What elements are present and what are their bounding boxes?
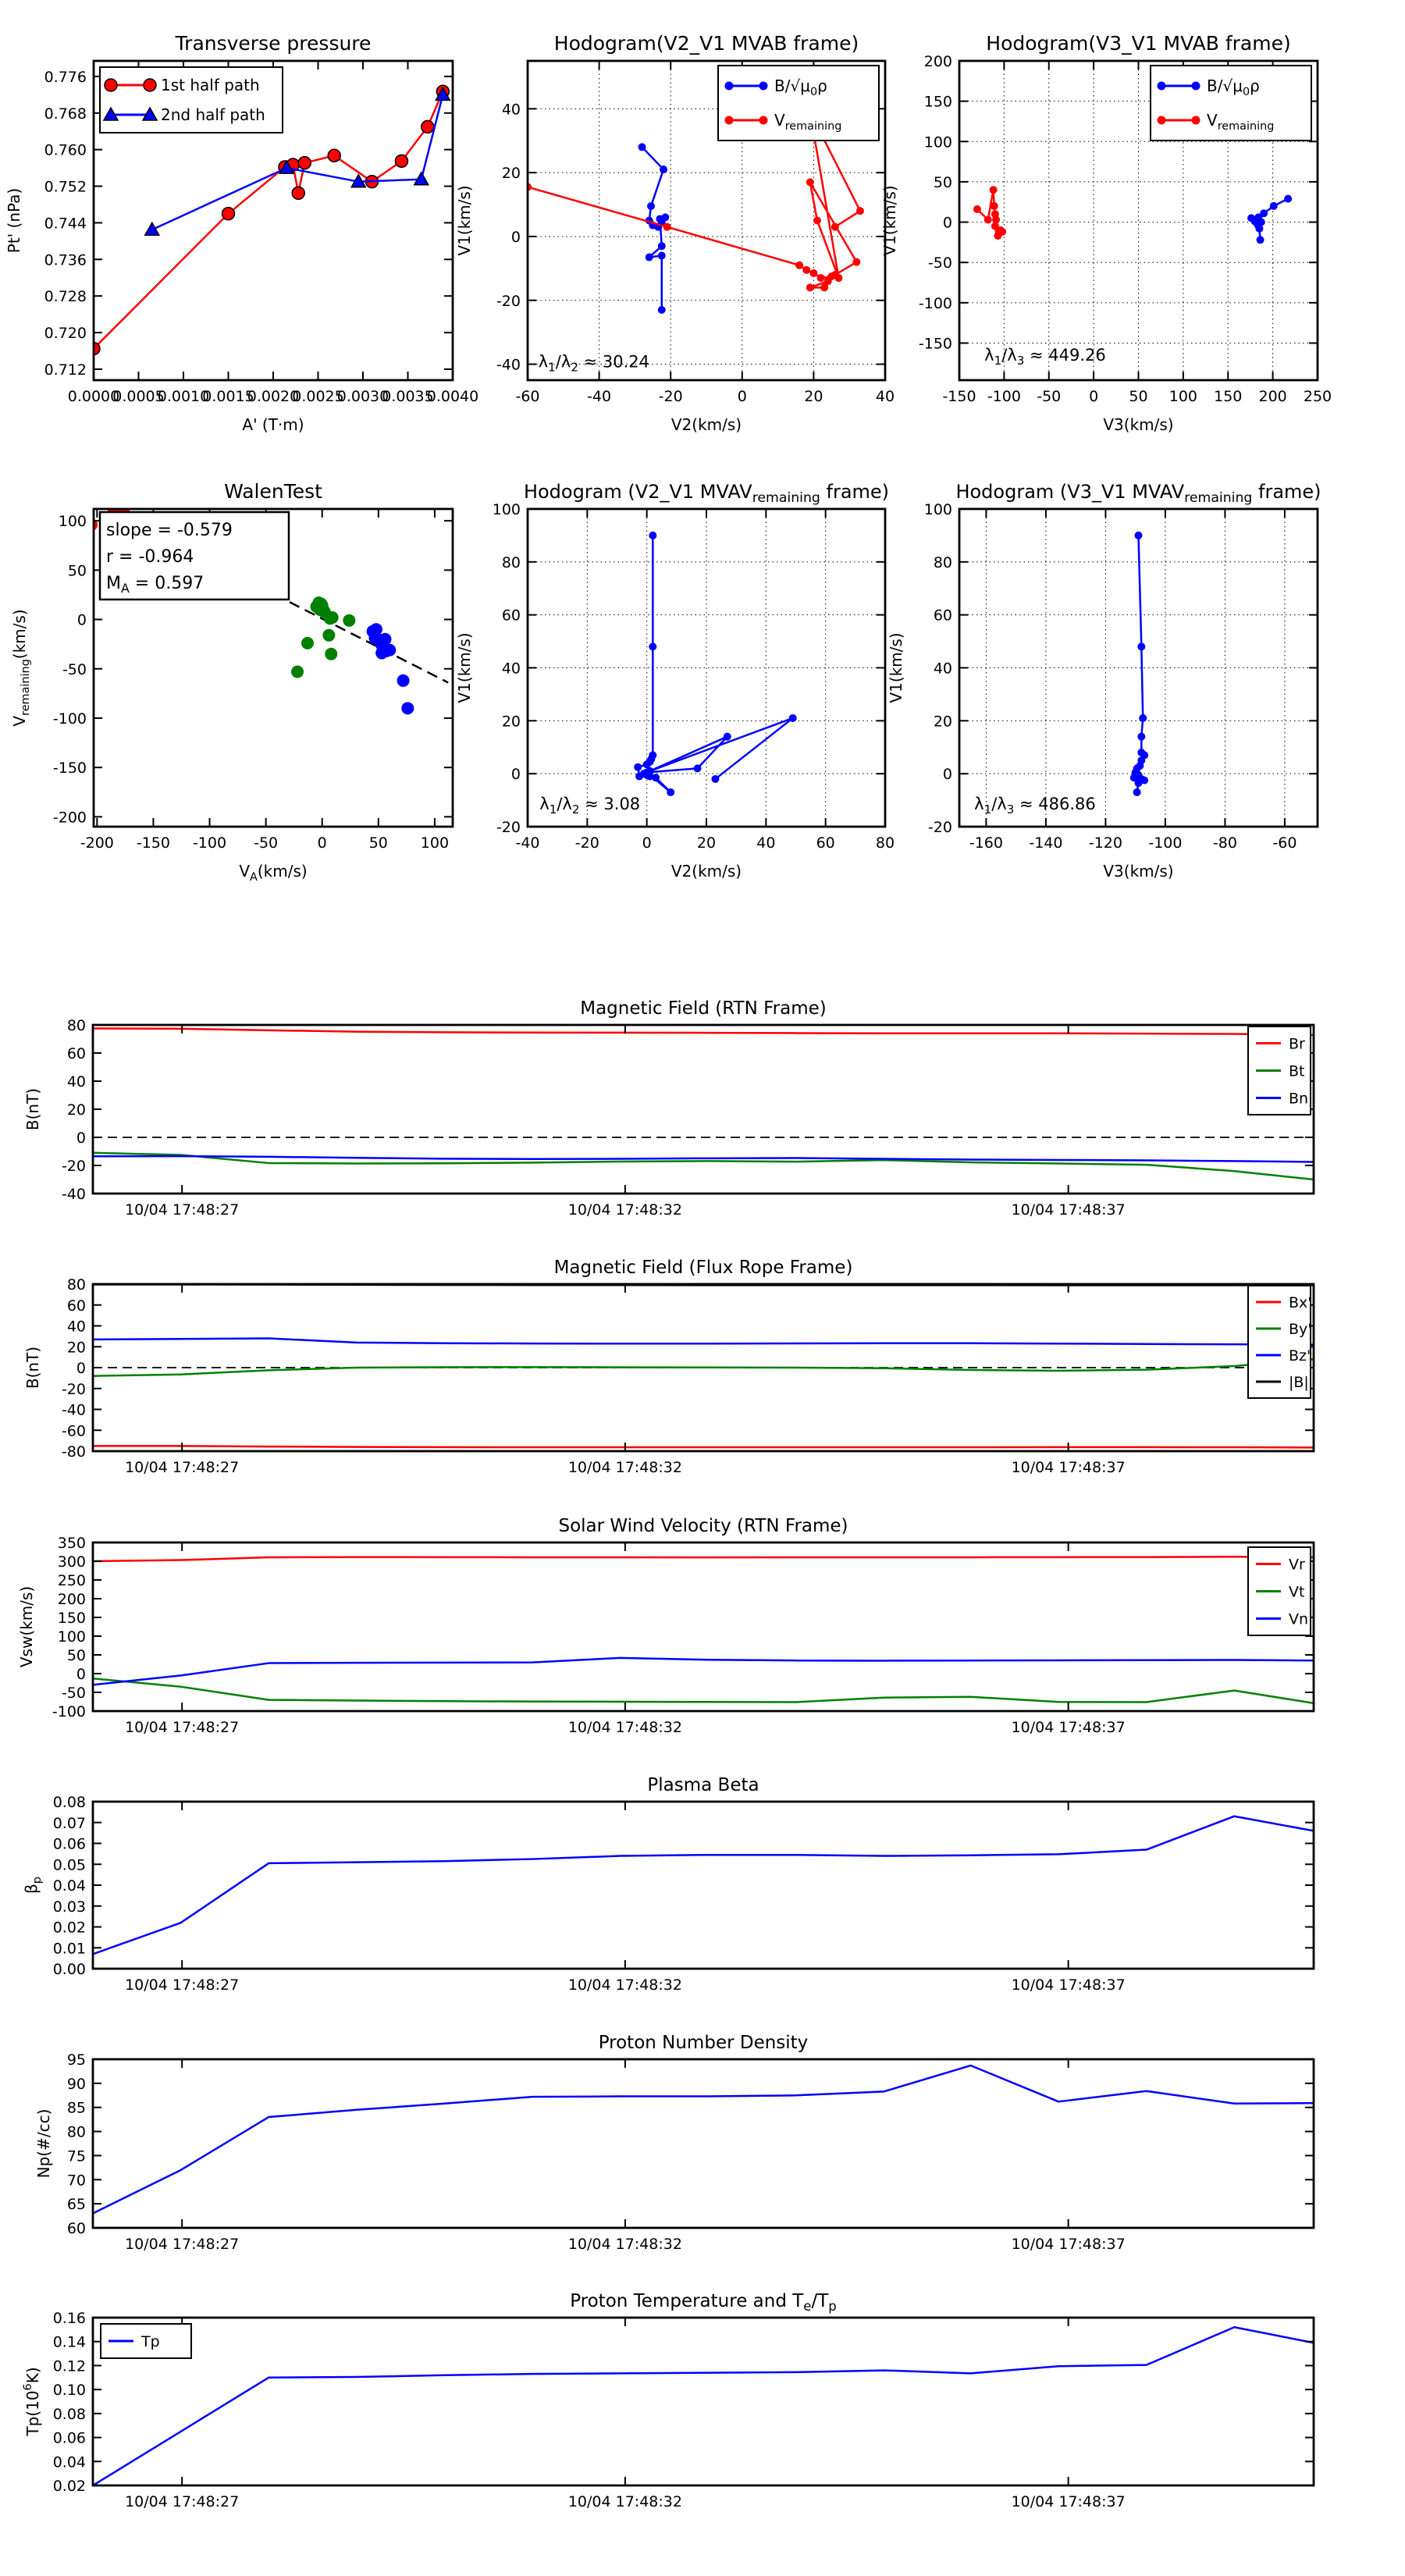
stat-line: r = -0.964 [106,547,194,567]
legend-label: 1st half path [161,76,260,94]
svg-text:10/04 17:48:37: 10/04 17:48:37 [1011,2493,1126,2510]
legend-label: Bz' [1289,1347,1311,1364]
legend-label: $B/√\mu_0\rho$ [774,76,827,98]
svg-text:20: 20 [804,388,823,405]
chart-c5 [455,481,895,881]
svg-text:-100: -100 [1148,834,1183,852]
svg-text:0.0010: 0.0010 [157,388,210,405]
stats-box [100,512,289,600]
svg-text:250: 250 [57,1572,86,1589]
svg-text:-60: -60 [515,388,540,405]
chart-c2 [455,32,895,434]
svg-text:-20: -20 [496,819,521,836]
legend-label: Vr [1289,1556,1305,1574]
svg-text:100: 100 [57,1628,86,1646]
y-axis-label: $\beta_p$ [22,1877,44,1894]
stat-line: $M_A = 0.597$ [106,574,205,596]
svg-text:0.0005: 0.0005 [112,388,165,405]
chart-c7 [23,998,1314,1219]
svg-text:-50: -50 [62,660,87,678]
annotation: $\lambda_1/\lambda_2 \approx 30.24$ [538,352,650,375]
svg-text:10/04 17:48:32: 10/04 17:48:32 [567,1459,682,1476]
svg-text:-160: -160 [969,834,1003,852]
svg-text:60: 60 [501,607,521,624]
series-group [93,1557,1314,1703]
series-Np [93,2065,1314,2213]
chart-title: Magnetic Field (Flux Rope Frame) [553,1258,853,1278]
y-axis-label: V1(km/s) [455,632,474,703]
svg-text:10/04 17:48:32: 10/04 17:48:32 [567,1976,682,1994]
svg-text:-20: -20 [61,1158,86,1175]
svg-text:50: 50 [67,562,87,580]
svg-text:40: 40 [66,1073,86,1091]
legend-label: Bn [1289,1090,1309,1108]
svg-text:0.06: 0.06 [52,1835,86,1853]
svg-text:0.752: 0.752 [44,178,87,196]
svg-text:50: 50 [933,173,952,191]
svg-text:0.760: 0.760 [44,141,87,159]
x-axis-label: A' (T·m) [242,415,304,434]
svg-text:80: 80 [66,1276,86,1293]
svg-text:10/04 17:48:27: 10/04 17:48:27 [125,2236,240,2253]
svg-text:50: 50 [1129,388,1148,405]
chart-title: WalenTest [224,480,322,503]
svg-text:0.744: 0.744 [44,215,87,233]
svg-text:0.712: 0.712 [44,361,87,379]
chart-c4 [10,480,453,884]
svg-text:0.05: 0.05 [52,1856,86,1874]
svg-text:0: 0 [942,214,952,232]
svg-text:-50: -50 [1037,388,1062,405]
legend [1248,1547,1311,1635]
svg-text:0: 0 [76,1130,86,1147]
svg-text:40: 40 [501,101,521,119]
legend-label: Bx' [1289,1294,1312,1311]
svg-text:60: 60 [816,834,835,852]
svg-text:40: 40 [933,660,952,678]
series-Bz' [93,1339,1314,1345]
svg-text:0.04: 0.04 [52,2453,86,2471]
svg-text:100: 100 [923,501,952,518]
chart-title: Hodogram (V2_V1 $MVAV_{remaining}$ frame) [523,481,890,506]
svg-text:40: 40 [756,834,776,852]
svg-text:-150: -150 [942,388,976,405]
chart-title: Hodogram (V3_V1 $MVAV_{remaining}$ frame) [955,481,1321,506]
ticks [62,1017,1313,1219]
svg-text:10/04 17:48:32: 10/04 17:48:32 [567,2493,682,2510]
legend [1248,1026,1311,1115]
svg-text:65: 65 [66,2196,86,2214]
svg-text:0: 0 [76,611,87,629]
svg-text:-80: -80 [61,1443,86,1461]
chart-c3 [880,32,1332,434]
legend-label: |B| [1289,1374,1309,1391]
svg-text:0.0015: 0.0015 [202,388,254,405]
chart-title: Proton Temperature and $T_e/T_p$ [570,2291,837,2314]
svg-text:0.07: 0.07 [52,1814,86,1832]
y-axis-label: Np(#/cc) [34,2108,53,2179]
svg-text:-20: -20 [574,834,599,852]
y-axis-label: Vsw(km/s) [17,1585,36,1668]
svg-text:0.06: 0.06 [52,2429,86,2447]
series-Vr [93,1557,1314,1561]
svg-text:-20: -20 [496,292,521,310]
svg-text:-20: -20 [658,388,683,405]
svg-text:10/04 17:48:27: 10/04 17:48:27 [125,1459,240,1476]
svg-text:20: 20 [501,713,521,731]
svg-text:0.736: 0.736 [44,251,87,269]
y-axis-label: V1(km/s) [880,185,899,256]
svg-text:0.14: 0.14 [52,2333,86,2351]
legend [718,66,879,141]
axes-frame [93,1542,1314,1711]
svg-text:100: 100 [492,501,521,518]
svg-text:20: 20 [66,1339,86,1357]
series-group [634,532,796,796]
svg-text:50: 50 [66,1647,86,1664]
series-group [93,1029,1314,1180]
series-group [1130,532,1148,796]
svg-text:20: 20 [933,713,952,731]
svg-text:10/04 17:48:37: 10/04 17:48:37 [1011,1459,1126,1476]
svg-text:-60: -60 [61,1422,86,1440]
svg-text:-20: -20 [927,819,952,836]
chart-c6 [887,481,1321,881]
svg-text:-80: -80 [1212,834,1237,852]
svg-text:0.04: 0.04 [52,1877,86,1895]
series-Tp [93,2327,1314,2485]
svg-text:-100: -100 [918,294,952,312]
svg-text:0.720: 0.720 [44,325,87,343]
svg-text:-100: -100 [192,834,227,852]
svg-text:60: 60 [66,1045,86,1062]
legend [1248,1286,1312,1398]
annotation: $\lambda_1/\lambda_3 \approx 449.26$ [984,346,1106,368]
chart-title: Transverse pressure [175,32,372,55]
legend-label: 2nd half path [161,105,265,124]
svg-text:-140: -140 [1029,834,1063,852]
legend [1151,66,1311,141]
svg-text:50: 50 [368,834,388,852]
svg-text:0.12: 0.12 [52,2357,86,2375]
svg-text:-50: -50 [927,254,952,272]
chart-title: Plasma Beta [647,1775,759,1795]
svg-text:200: 200 [923,53,952,70]
svg-text:150: 150 [57,1610,86,1627]
svg-text:10/04 17:48:27: 10/04 17:48:27 [125,1201,240,1219]
svg-text:80: 80 [875,834,895,852]
svg-text:0.10: 0.10 [52,2382,86,2400]
svg-text:100: 100 [58,513,87,531]
series-group [93,1816,1314,1955]
svg-text:10/04 17:48:32: 10/04 17:48:32 [567,1719,682,1736]
svg-text:0: 0 [737,388,747,405]
legend-label: Vn [1289,1610,1309,1628]
svg-text:0.0000: 0.0000 [67,388,120,405]
x-axis-label: V2(km/s) [670,415,742,434]
svg-text:90: 90 [66,2075,86,2093]
legend [100,67,283,133]
svg-text:0.776: 0.776 [44,68,87,86]
svg-text:85: 85 [66,2099,86,2117]
chart-c8 [23,1258,1314,1476]
x-axis-label: $V_A(km/s)$ [239,862,308,884]
svg-text:0.0020: 0.0020 [247,388,300,405]
svg-text:100: 100 [420,834,450,852]
y-axis-label: B(nT) [23,1087,42,1131]
svg-text:-40: -40 [496,356,521,374]
annotation: $\lambda_1/\lambda_2 \approx 3.08$ [539,794,641,817]
svg-text:0: 0 [942,766,952,784]
y-axis-label: V1(km/s) [455,185,474,256]
svg-text:-20: -20 [61,1380,86,1398]
svg-text:10/04 17:48:27: 10/04 17:48:27 [125,1976,240,1994]
svg-text:200: 200 [57,1591,86,1608]
svg-text:10/04 17:48:32: 10/04 17:48:32 [567,1201,682,1219]
svg-text:80: 80 [66,1017,86,1034]
svg-text:0: 0 [642,834,652,852]
chart-c10 [22,1775,1314,1994]
svg-text:-40: -40 [61,1401,86,1419]
svg-text:0: 0 [76,1360,86,1377]
svg-text:10/04 17:48:37: 10/04 17:48:37 [1011,1976,1126,1994]
svg-text:10/04 17:48:32: 10/04 17:48:32 [567,2236,682,2253]
svg-text:60: 60 [66,2220,86,2237]
y-axis-label: $Tp(10^6K)$ [22,2367,42,2436]
svg-text:70: 70 [66,2172,86,2190]
svg-text:-50: -50 [61,1685,86,1702]
x-axis-label: V3(km/s) [1103,415,1174,434]
svg-text:0: 0 [510,766,521,784]
chart-title: Hodogram(V2_V1 MVAB frame) [553,32,859,55]
svg-text:10/04 17:48:37: 10/04 17:48:37 [1011,1201,1126,1219]
svg-text:0.01: 0.01 [52,1940,86,1958]
svg-text:0.0030: 0.0030 [336,388,389,405]
svg-text:-100: -100 [987,388,1021,405]
svg-text:40: 40 [66,1318,86,1336]
svg-text:-150: -150 [52,760,87,777]
series-group [973,186,1292,244]
svg-text:0.08: 0.08 [52,2405,86,2423]
svg-text:0: 0 [510,228,521,246]
svg-text:-120: -120 [1088,834,1122,852]
svg-text:0.768: 0.768 [44,105,87,123]
svg-text:200: 200 [1258,388,1287,405]
legend-label: Bt [1289,1062,1305,1080]
svg-text:10/04 17:48:37: 10/04 17:48:37 [1011,2236,1126,2253]
stat-line: slope = -0.579 [106,521,233,540]
svg-text:10/04 17:48:27: 10/04 17:48:27 [125,1719,240,1736]
svg-text:75: 75 [66,2147,86,2165]
svg-text:10/04 17:48:37: 10/04 17:48:37 [1011,1719,1126,1736]
svg-text:-150: -150 [918,335,952,353]
ticks [53,1794,1313,1994]
svg-text:150: 150 [1214,388,1243,405]
svg-text:150: 150 [923,93,952,111]
series-group [93,2065,1314,2213]
axes-frame [93,2059,1314,2228]
chart-title: Proton Number Density [598,2033,809,2053]
svg-text:-200: -200 [80,834,114,852]
series-group [93,1285,1314,1448]
svg-text:0.02: 0.02 [52,1919,86,1937]
svg-text:0.16: 0.16 [52,2310,86,2327]
svg-text:-50: -50 [254,834,279,852]
svg-text:100: 100 [923,133,952,151]
axes-frame [93,1802,1314,1969]
svg-text:100: 100 [1168,388,1198,405]
svg-text:-60: -60 [1272,834,1297,852]
svg-text:0.0040: 0.0040 [426,388,479,405]
ticks [53,2310,1313,2510]
ticks [493,501,895,852]
svg-text:350: 350 [57,1535,86,1552]
series-Br [93,1029,1314,1035]
series-Vt [93,1678,1314,1703]
ticks [67,2051,1313,2253]
y-axis-label: V1(km/s) [887,632,905,703]
svg-text:-40: -40 [61,1186,86,1203]
svg-text:10/04 17:48:27: 10/04 17:48:27 [125,2493,240,2510]
y-axis-label: Pt' (nPa) [5,187,23,254]
grid [528,509,885,827]
legend-label: $B/√\mu_0\rho$ [1207,76,1260,98]
svg-text:0.08: 0.08 [52,1794,86,1811]
chart-c12 [22,2291,1314,2510]
svg-text:0.00: 0.00 [52,1961,86,1978]
svg-text:250: 250 [1303,388,1332,405]
svg-text:80: 80 [66,2123,86,2141]
svg-text:-40: -40 [587,388,612,405]
svg-text:0: 0 [1089,388,1099,405]
svg-text:80: 80 [933,553,952,571]
chart-title: Solar Wind Velocity (RTN Frame) [558,1516,848,1536]
svg-text:0.728: 0.728 [44,288,87,306]
legend-label: $V_{remaining}$ [1207,111,1275,133]
svg-text:-200: -200 [52,809,87,827]
legend-label: $V_{remaining}$ [774,111,842,133]
chart-c11 [34,2033,1314,2253]
axes-frame [93,1025,1314,1194]
y-axis-label: $V_{remaining}(km/s)$ [10,609,32,727]
svg-text:20: 20 [696,834,717,852]
series-beta p [93,1816,1314,1955]
legend-label: Br [1289,1035,1305,1053]
series-B hodogram [638,535,792,792]
chart-title: Magnetic Field (RTN Frame) [580,998,827,1019]
svg-text:0.02: 0.02 [52,2478,86,2495]
svg-text:-100: -100 [52,1703,86,1720]
series-Bx' [93,1446,1314,1447]
legend [101,2324,191,2358]
svg-text:40: 40 [875,388,895,405]
chart-c1 [5,32,478,434]
series-Vn [93,1658,1314,1685]
svg-text:80: 80 [501,553,521,571]
series-group [93,2327,1314,2485]
axes-frame [93,2318,1314,2485]
chart-title: Hodogram(V3_V1 MVAB frame) [986,32,1291,55]
legend-label: Tp [141,2333,160,2350]
legend-label: Vt [1289,1583,1305,1601]
svg-text:0.03: 0.03 [52,1898,86,1916]
svg-text:-40: -40 [515,834,540,852]
x-axis-label: V3(km/s) [1103,862,1174,881]
svg-text:20: 20 [66,1101,86,1119]
annotation: $\lambda_1/\lambda_3 \approx 486.86$ [974,794,1096,817]
svg-text:0: 0 [317,834,327,852]
ticks [52,1535,1313,1736]
y-axis-label: B(nT) [23,1346,42,1389]
svg-text:-100: -100 [52,710,87,728]
svg-text:95: 95 [66,2051,86,2069]
svg-text:40: 40 [501,660,521,678]
svg-text:60: 60 [933,607,952,624]
svg-text:0: 0 [76,1666,86,1683]
svg-text:300: 300 [57,1553,86,1571]
svg-text:60: 60 [66,1297,86,1315]
svg-text:-150: -150 [136,834,170,852]
svg-text:0.0025: 0.0025 [292,388,344,405]
chart-c9 [17,1516,1314,1736]
x-axis-label: V2(km/s) [670,862,742,881]
svg-text:0.0035: 0.0035 [382,388,434,405]
svg-text:20: 20 [501,165,521,183]
legend-label: By' [1289,1321,1312,1338]
